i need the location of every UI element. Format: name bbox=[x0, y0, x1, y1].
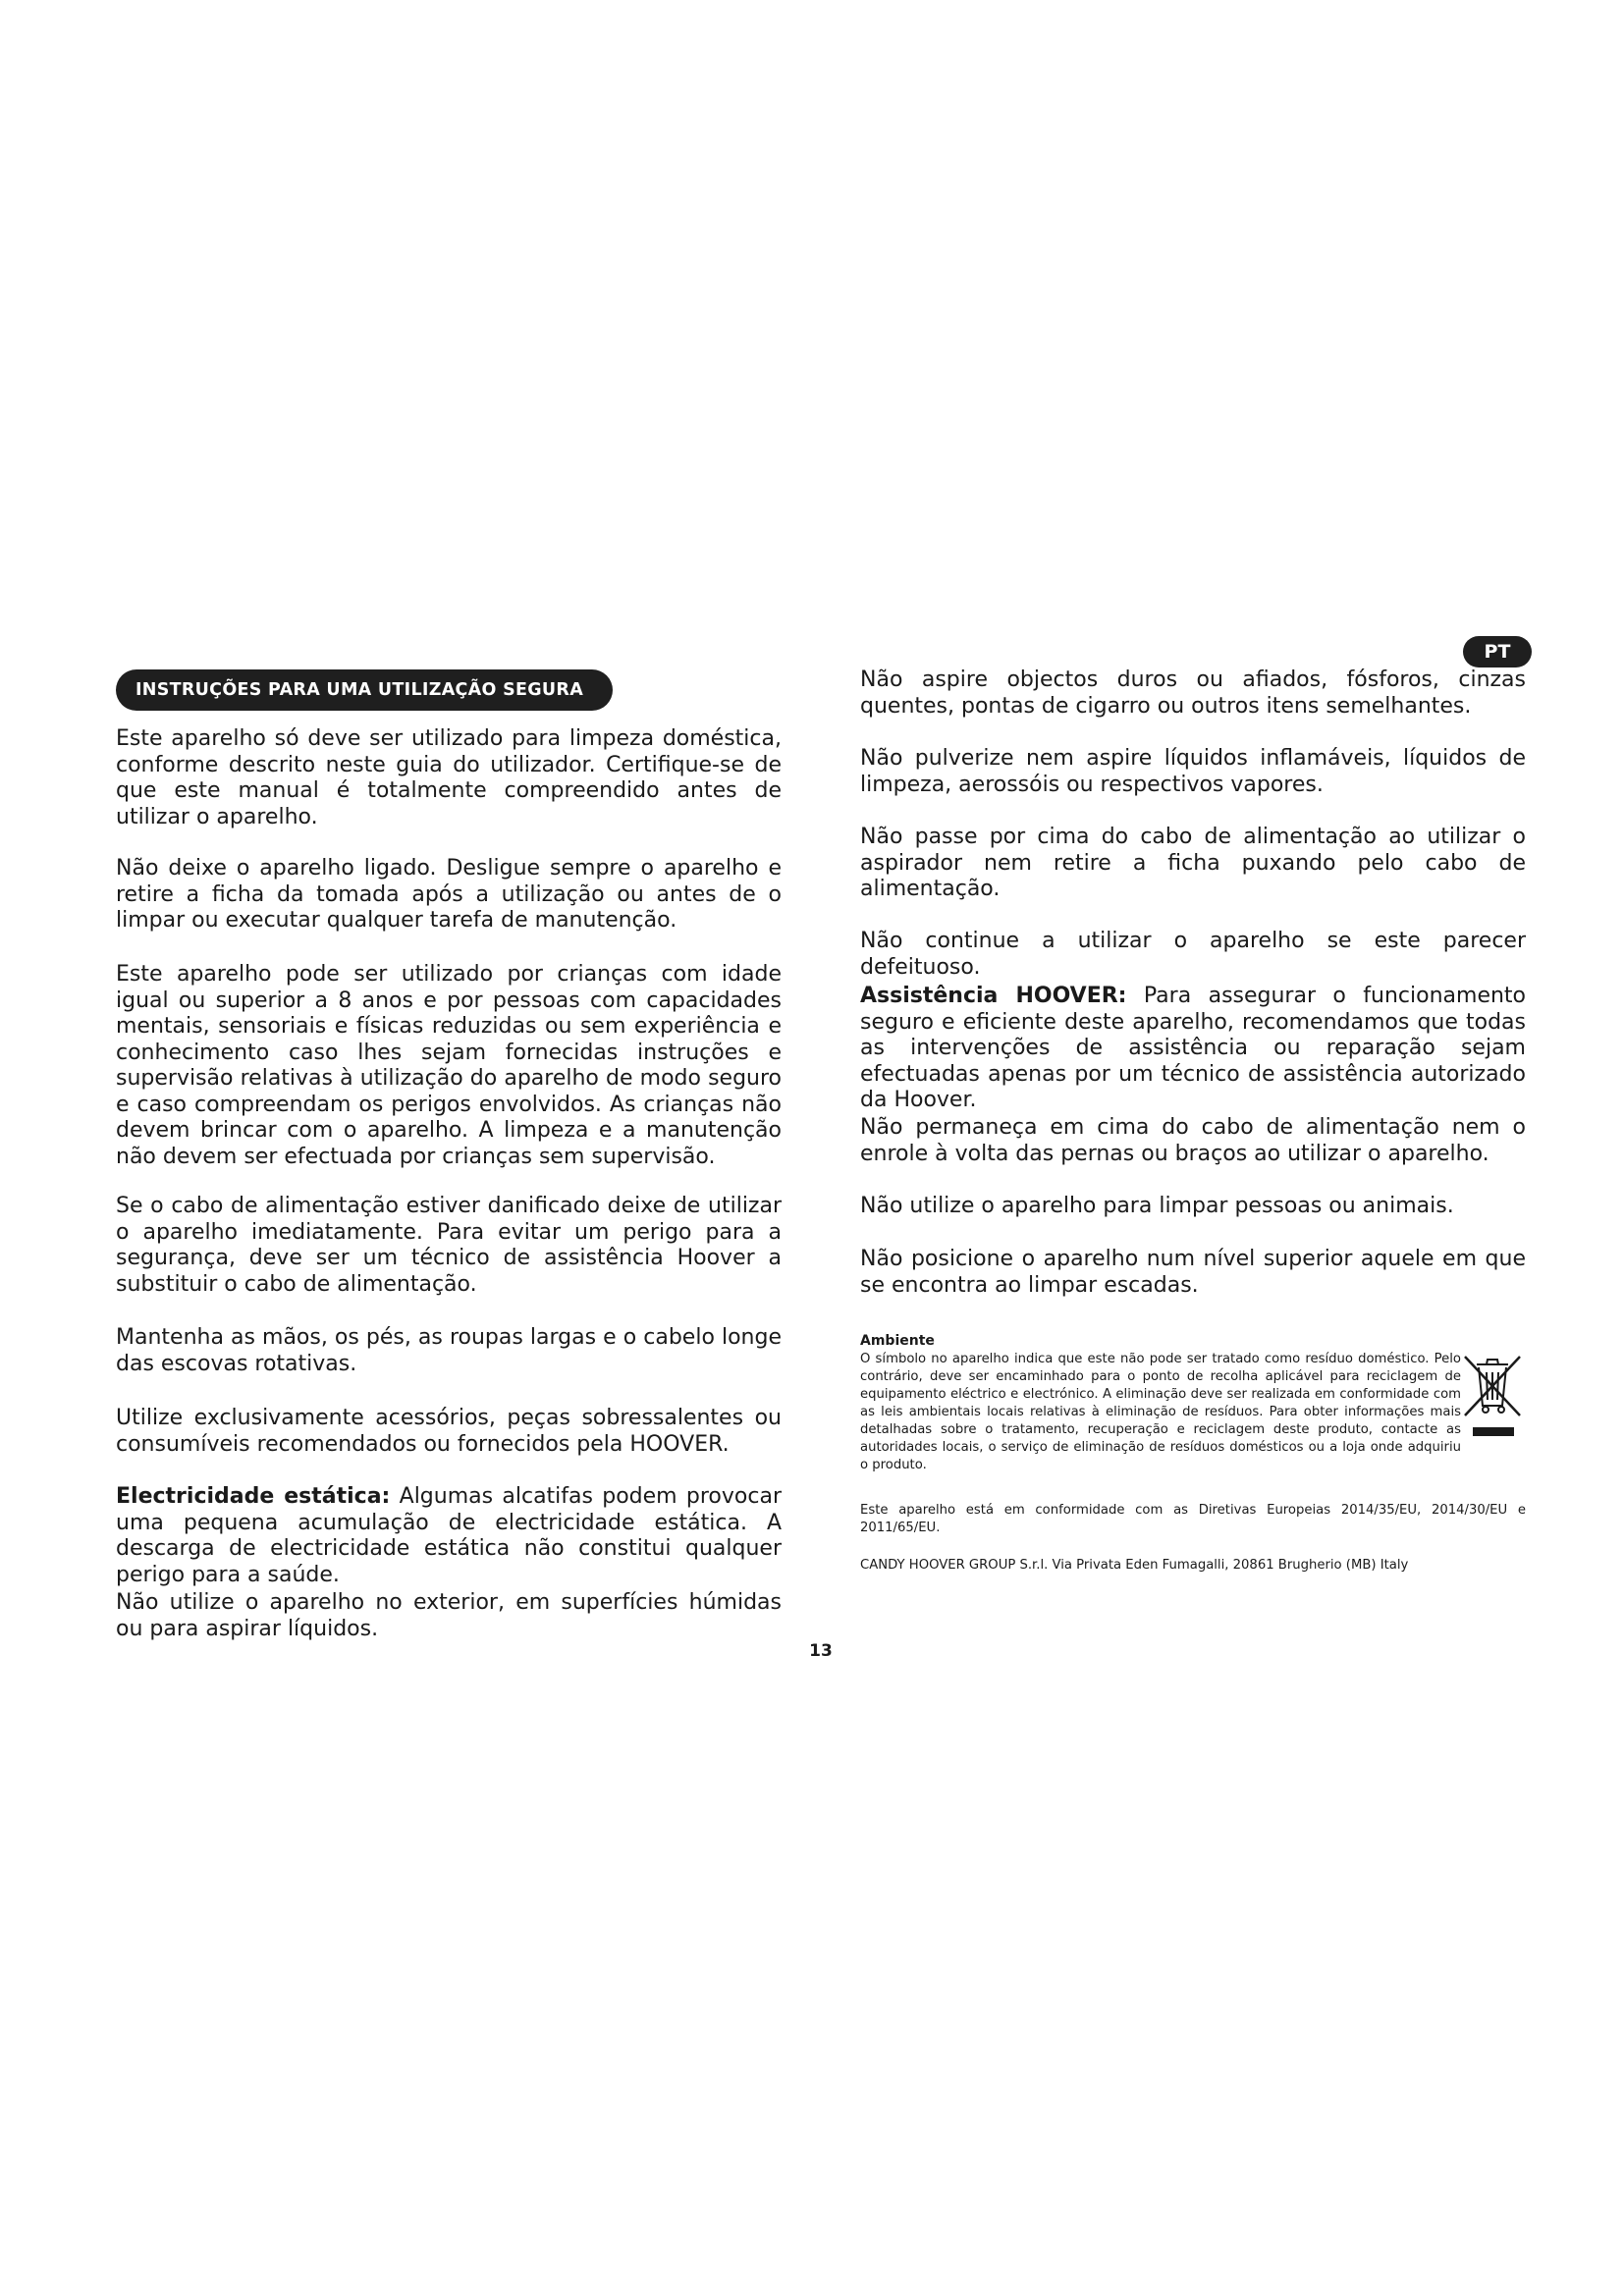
paragraph-static-electricity: Electricidade estática: Algumas alcatifas podem provocar uma pequena acumulação de electricidade estática. A descarga de electricidade estática não constitui qualquer perigo para a saúde. bbox=[116, 1484, 782, 1587]
page-number: 13 bbox=[809, 1641, 833, 1661]
paragraph-outdoor-use: Não utilize o aparelho no exterior, em superfícies húmidas ou para aspirar líquidos. bbox=[116, 1590, 782, 1641]
compliance-text: Este aparelho está em conformidade com as Diretivas Europeias 2014/35/EU, 2014/30/EU e 2011/65/EU. bbox=[860, 1503, 1526, 1535]
weee-crossed-bin-icon bbox=[1459, 1351, 1526, 1445]
paragraph-hoover-assistance: Assistência HOOVER: Para assegurar o funcionamento seguro e eficiente deste aparelho, recomendamos que todas as intervenções de assistência ou reparação sejam efectuadas apenas por um técnico de assistência autorizado da Hoover. bbox=[860, 984, 1527, 1112]
paragraph-stairs: Não posicione o aparelho num nível superior aquele em que se encontra ao limpar escadas. bbox=[860, 1247, 1526, 1298]
paragraph-rotating-brushes: Mantenha as mãos, os pés, as roupas largas e o cabelo longe das escovas rotativas. bbox=[116, 1325, 782, 1376]
language-badge: PT bbox=[1463, 636, 1532, 667]
paragraph-hard-objects: Não aspire objectos duros ou afiados, fósforos, cinzas quentes, pontas de cigarro ou outros itens semelhantes. bbox=[860, 667, 1526, 719]
paragraph-defective: Não continue a utilizar o aparelho se este parecer defeituoso. bbox=[860, 929, 1526, 980]
ambiente-title: Ambiente bbox=[860, 1333, 935, 1349]
ambiente-text: O símbolo no aparelho indica que este não pode ser tratado como resíduo doméstico. Pelo contrário, deve ser encaminhado para o ponto de recolha aplicável para reciclagem de equipamento eléctrico e electrónico. A eliminação deve ser realizada em conformidade com as leis ambientais locais relativas à eliminação de resíduos. Para obter informações mais detalhadas sobre o tratamento, recuperação e reciclagem deste produto, contacte as autoridades locais, o serviço de eliminação de resíduos domésticos ou a loja onde adquiriu o produto. bbox=[860, 1352, 1461, 1472]
paragraph-children: Este aparelho pode ser utilizado por crianças com idade igual ou superior a 8 anos e por pessoas com capacidades mentais, sensoriais e físicas reduzidas ou sem experiência e conhecimento caso lhes sejam fornecidas instruções e supervisão relativas à utilização do aparelho de modo seguro e caso compreendam os perigos envolvidos. As crianças não devem brincar com o aparelho. A limpeza e a manutenção não devem ser efectuada por crianças sem supervisão. bbox=[116, 962, 782, 1169]
paragraph-cable-legs: Não permaneça em cima do cabo de alimentação nem o enrole à volta das pernas ou braços ao utilizar o aparelho. bbox=[860, 1115, 1526, 1166]
paragraph-people-animals: Não utilize o aparelho para limpar pessoas ou animais. bbox=[860, 1194, 1454, 1218]
paragraph-unplug: Não deixe o aparelho ligado. Desligue sempre o aparelho e retire a ficha da tomada após a utilização ou antes de o limpar ou executar qualquer tarefa de manutenção. bbox=[116, 856, 782, 933]
paragraph-accessories: Utilize exclusivamente acessórios, peças sobressalentes ou consumíveis recomendados ou fornecidos pela HOOVER. bbox=[116, 1406, 782, 1457]
company-address: CANDY HOOVER GROUP S.r.l. Via Privata Eden Fumagalli, 20861 Brugherio (MB) Italy bbox=[860, 1558, 1409, 1573]
section-heading: INSTRUÇÕES PARA UMA UTILIZAÇÃO SEGURA bbox=[116, 669, 613, 711]
paragraph-power-cable: Não passe por cima do cabo de alimentação ao utilizar o aspirador nem retire a ficha puxando pelo cabo de alimentação. bbox=[860, 825, 1526, 901]
paragraph-damaged-cable: Se o cabo de alimentação estiver danificado deixe de utilizar o aparelho imediatamente. Para evitar um perigo para a segurança, deve ser um técnico de assistência Hoover a substituir o cabo de alimentação. bbox=[116, 1194, 782, 1297]
paragraph-domestic-use: Este aparelho só deve ser utilizado para limpeza doméstica, conforme descrito neste guia do utilizador. Certifique-se de que este manual é totalmente compreendido antes de utilizar o aparelho. bbox=[116, 726, 782, 829]
paragraph-flammable-liquids: Não pulverize nem aspire líquidos inflamáveis, líquidos de limpeza, aerossóis ou respectivos vapores. bbox=[860, 746, 1526, 797]
